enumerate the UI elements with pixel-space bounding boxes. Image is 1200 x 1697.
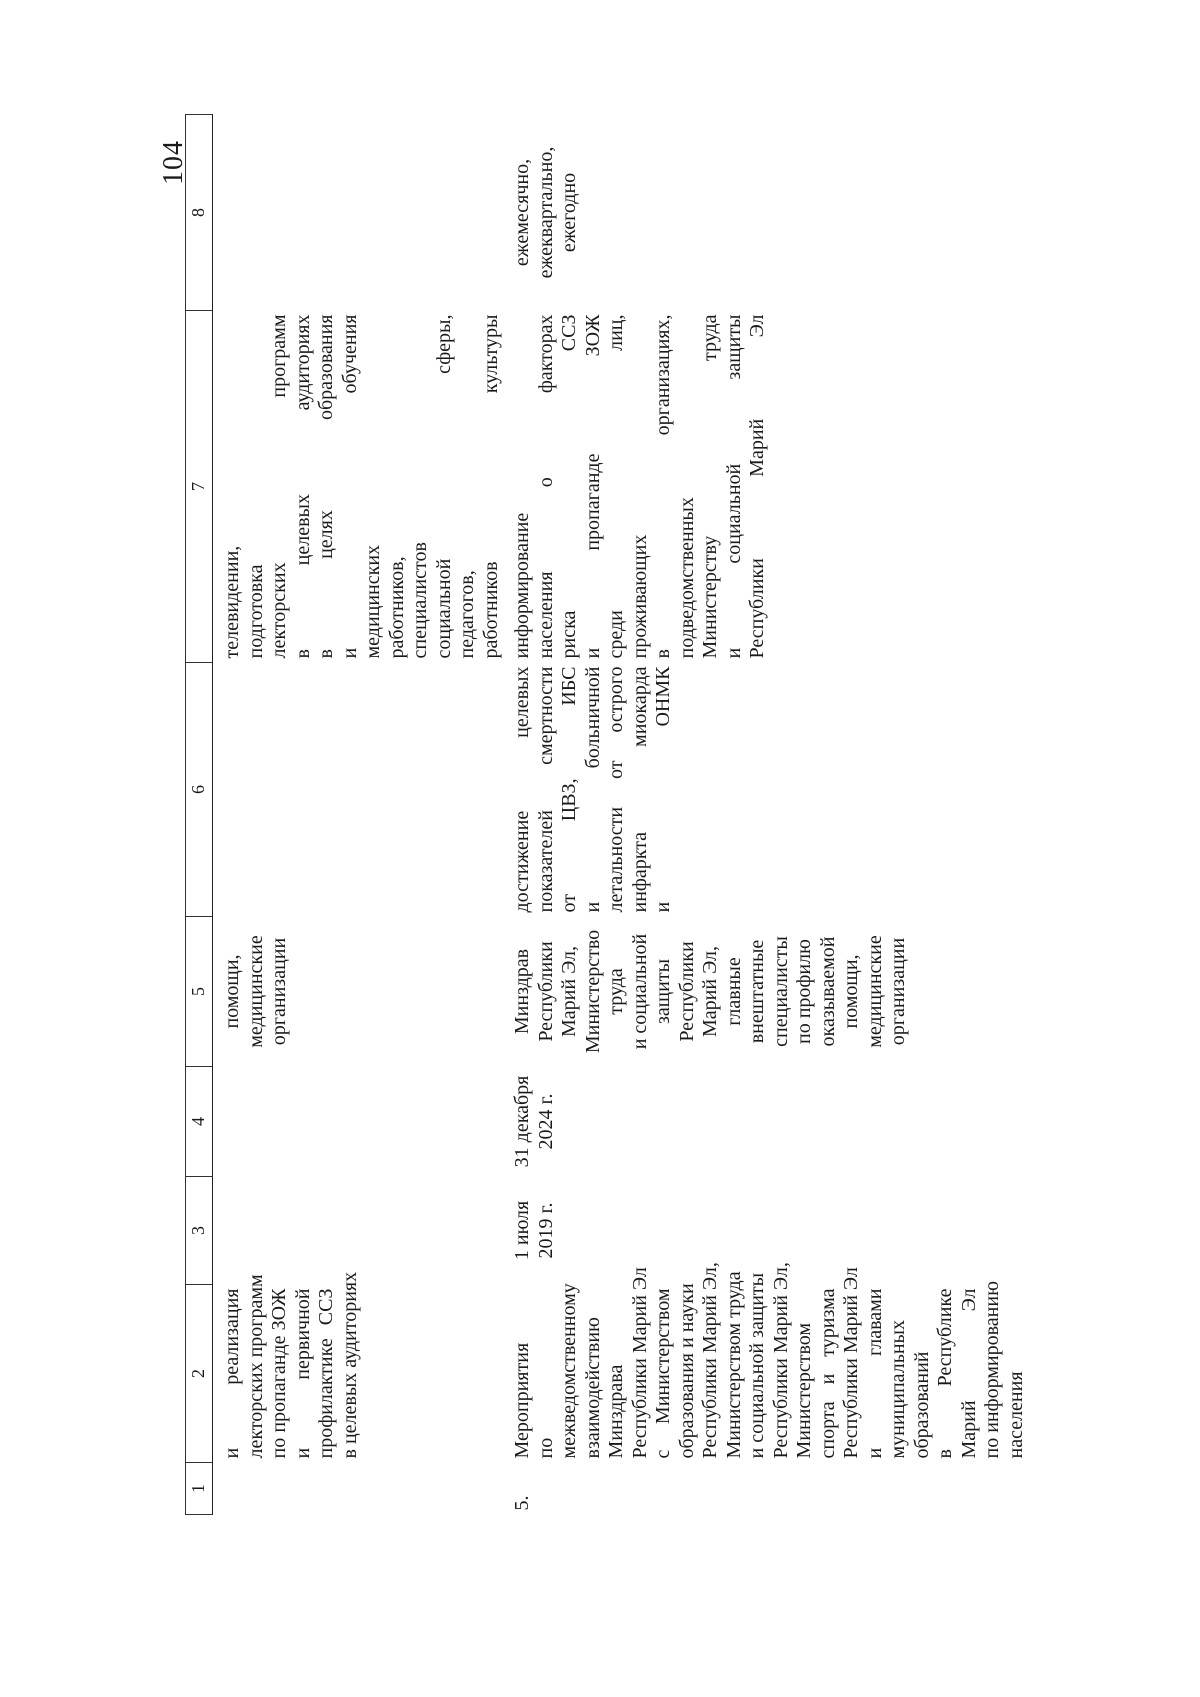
start-date-cell	[503, 1177, 1028, 1285]
cell-text-line: образования и науки	[675, 1283, 698, 1459]
cell-text-line: главные	[722, 957, 745, 1026]
cell-text-line: Республики Марий Эл	[628, 1267, 651, 1459]
cell-text-line: в целевых аудиториях	[338, 1271, 361, 1459]
cell-text-line: по информированию	[981, 1280, 1003, 1459]
cell-text-line: в Республике	[934, 1288, 956, 1459]
cell-text-line: Марий Эл	[957, 1288, 980, 1459]
cell-text-line: специалисты	[769, 936, 792, 1047]
cell-text-line: 5.	[511, 1495, 533, 1511]
cell-text-line: подготовка	[244, 564, 267, 659]
cell-text-line: труда	[605, 968, 627, 1015]
cell-text-line: с Министерством	[652, 1288, 674, 1459]
column-header: 6	[186, 663, 213, 917]
cell-text-line: Республики	[675, 941, 698, 1042]
cell-text-line: и реализация	[221, 1288, 243, 1459]
cell-text-line: Марий Эл,	[558, 946, 580, 1037]
measure-name-cell	[213, 1271, 504, 1463]
cell-text-line: и социальной защиты	[746, 1272, 768, 1459]
cell-text-line: в целях образования	[315, 314, 337, 659]
cell-text-line: населения	[1004, 1371, 1027, 1459]
column-header: 7	[186, 311, 213, 663]
cell-text-line: медицинские	[863, 935, 886, 1048]
column-header: 3	[186, 1177, 213, 1285]
cell-text-line: Министерством	[793, 1322, 815, 1459]
rotated-document-page	[150, 70, 1190, 1560]
cell-text-line: проживающих	[628, 534, 651, 659]
cell-text-line: от ЦВЗ, ИБС	[558, 666, 580, 913]
cell-text-line: работников культуры	[479, 314, 502, 659]
cell-text-line: ежеквартально,	[534, 146, 557, 279]
cell-text-line: внештатные	[746, 939, 768, 1044]
cell-text-line: достижение целевых	[511, 666, 533, 913]
cell-text-line: и обучения	[338, 314, 361, 659]
cell-text-line: организации	[268, 937, 290, 1046]
cell-text-line: по пропаганде ЗОЖ	[268, 1288, 290, 1459]
cell-text-line: телевидении,	[221, 545, 243, 659]
cell-text-line: ежемесячно,	[511, 158, 533, 267]
responsible-cell	[503, 917, 1028, 1067]
column-header: 1	[186, 1463, 213, 1515]
cell-text-line: среди лиц,	[605, 314, 627, 659]
cell-text-line: Минздрава	[605, 1364, 627, 1459]
cell-text-line: межведомственному	[558, 1283, 580, 1459]
table-row	[503, 115, 1028, 1515]
column-header: 2	[186, 1285, 213, 1463]
measures-table	[185, 114, 1028, 1515]
cell-text-line: Республики	[534, 941, 557, 1042]
item-number-cell	[503, 1463, 1028, 1515]
cell-text-line: 31 декабря	[511, 1075, 533, 1168]
cell-text-line: спорта и туризма	[816, 1288, 839, 1459]
cell-text-line: и социальной защиты	[722, 314, 745, 659]
cell-text-line: специалистов	[409, 542, 431, 659]
cell-text-line: Республики Марий Эл	[746, 314, 768, 659]
target-indicator-cell	[503, 663, 1028, 917]
cell-text-line: медицинские	[244, 935, 267, 1048]
cell-text-line: работников,	[385, 556, 408, 659]
cell-text-line: лекторских программ	[268, 314, 290, 659]
cell-text-line: медицинских	[362, 544, 384, 659]
table-row	[213, 115, 504, 1515]
cell-text-line: образований	[910, 1351, 933, 1459]
cell-text-line: ежегодно	[558, 172, 580, 253]
column-header: 5	[186, 917, 213, 1067]
cell-text-line: населения о факторах	[534, 314, 557, 659]
cell-text-line: Республики Марий Эл,	[699, 1262, 721, 1459]
cell-text-line: Республики Марий Эл,	[769, 1262, 792, 1459]
cell-text-line: и пропаганде ЗОЖ	[581, 314, 604, 659]
cell-text-line: 1 июля	[511, 1200, 533, 1261]
cell-text-line: и больничной	[581, 666, 604, 913]
column-header: 4	[186, 1067, 213, 1177]
responsible-cell	[213, 917, 504, 1067]
cell-text-line: Республики Марий Эл	[840, 1267, 862, 1459]
cell-text-line: Министерству труда	[699, 314, 721, 659]
cell-text-line: организации	[887, 937, 909, 1046]
frequency-cell	[213, 115, 504, 311]
cell-text-line: педагогов,	[456, 570, 478, 659]
result-description-cell	[213, 311, 504, 663]
cell-text-line: Марий Эл,	[699, 946, 721, 1037]
cell-text-line: взаимодействию	[581, 1317, 604, 1459]
cell-text-line: Мероприятия	[511, 1342, 533, 1459]
end-date-cell	[503, 1067, 1028, 1177]
cell-text-line: помощи,	[221, 954, 243, 1029]
cell-text-line: Министерство	[581, 929, 604, 1054]
cell-text-line: и социальной	[628, 933, 651, 1050]
cell-text-line: в организациях,	[652, 314, 674, 659]
cell-text-line: показателей смертности	[534, 666, 557, 913]
cell-text-line: профилактике ССЗ	[315, 1288, 337, 1459]
item-number-cell	[213, 1463, 504, 1515]
cell-text-line: по	[534, 1437, 557, 1459]
target-indicator-cell	[213, 663, 504, 917]
cell-text-line: подведомственных	[675, 497, 698, 659]
measure-name-cell	[503, 1262, 1028, 1463]
start-date-cell	[213, 1177, 504, 1285]
page-number: 104	[158, 140, 189, 185]
table-body	[213, 115, 1029, 1515]
cell-text-line: инфаркта миокарда	[628, 666, 651, 913]
column-number-row	[186, 115, 213, 1515]
cell-text-line: Министерством труда	[722, 1271, 745, 1459]
cell-text-line: 2024 г.	[534, 1093, 557, 1150]
cell-text-line: и главами	[863, 1288, 886, 1459]
cell-text-line: лекторских программ	[244, 1274, 267, 1459]
cell-text-line: в целевых аудиториях	[291, 314, 314, 659]
cell-text-line: летальности от острого	[605, 666, 627, 913]
result-description-cell	[503, 311, 1028, 663]
cell-text-line: оказываемой	[816, 936, 839, 1047]
cell-text-line: социальной сферы,	[432, 314, 455, 659]
cell-text-line: риска ССЗ	[558, 314, 580, 659]
end-date-cell	[213, 1067, 504, 1177]
cell-text-line: информирование	[511, 512, 533, 659]
cell-text-line: и первичной	[291, 1288, 314, 1459]
cell-text-line: 2019 г.	[534, 1202, 557, 1259]
column-header: 8	[186, 115, 213, 311]
cell-text-line: помощи,	[840, 954, 862, 1029]
cell-text-line: защиты	[652, 958, 674, 1025]
cell-text-line: по профилю	[793, 939, 815, 1044]
cell-text-line: Минздрав	[511, 948, 533, 1035]
cell-text-line: и ОНМК	[652, 666, 674, 913]
frequency-cell	[503, 115, 1028, 311]
cell-text-line: муниципальных	[887, 1320, 909, 1459]
